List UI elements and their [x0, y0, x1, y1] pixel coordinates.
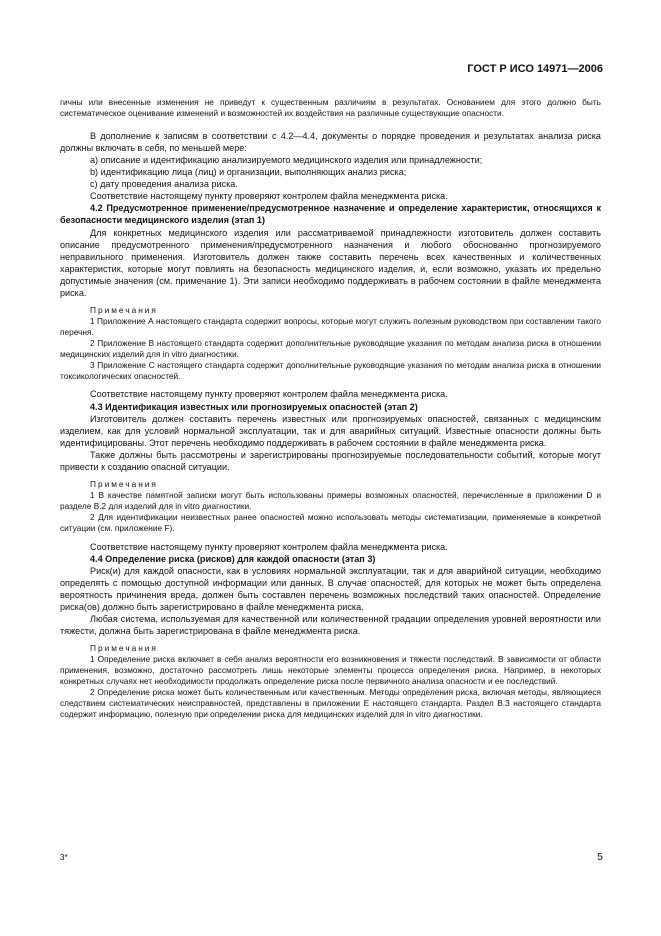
page-number: 5 — [597, 851, 603, 863]
sheet-mark: 3* — [60, 853, 68, 862]
note-item: 2 Приложение В настоящего стандарта содержит дополнительные руководящие указания по методам анализа риска в отношении медицинских изделий для in vitro диагностики. — [60, 337, 601, 359]
note-item: 3 Приложение С настоящего стандарта содержит дополнительные руководящие указания по методам анализа риска в отношении токсикологических опасностей. — [60, 359, 601, 381]
note-item: 2 Определение риска может быть количественным или качественным. Методы определения риска, включая методы, являющиеся следствием систематических неисправностей, представлены в приложении Е настоящего стандарта. Раздел В.3 настоящего стандарта содержит информацию, полезную при определении риска для медицинских изделий для in vitro диагностики. — [60, 687, 601, 719]
section-4-3-heading: 4.3 Идентификация известных или прогнозируемых опасностей (этап 2) — [90, 401, 418, 412]
note-item: 2 Для идентификации неизвестных ранее опасностей можно использовать методы систематизации, применяемые в конкретной ситуации (см. приложение F). — [60, 511, 601, 533]
note-item: 1 Определение риска включает в себя анализ вероятности его возникновения и тяжести последствий. В зависимости от области применения, возможно, достаточно рассмотреть лишь некоторые элементы процесса определения риска. Например, в некоторых конкретных случаях нет необходимости продолжать определение риска после первичного анализа опасности и ее последствий. — [60, 654, 601, 687]
compliance-statement: Соответствие настоящему пункту проверяют контролем файла менеджмента риска. — [90, 191, 448, 202]
note-item: 1 В качестве памятной записки могут быть использованы примеры возможных опасностей, перечисленные в приложении D и разделе В.2 для изделий для in vitro диагностики. — [60, 490, 601, 511]
section-4-3-body: Также должны быть рассмотрены и зарегистрированы прогнозируемые последовательности событий, которые могут привести к созданию опасной ситуации. — [60, 449, 601, 473]
section-4-2-body: Для конкретных медицинского изделия или рассматриваемой принадлежности изготовитель должен составить описание предусмотренного применения/предусмотренного назначения и любого обоснованно прогнозируемого неправильного применения. Изготовитель должен также составить перечень всех качественных и количественных характеристик, которые могут повлиять на безопасность медицинского изделия, и, если возможно, указать их предельно допустимые значения (см. примечание 1). Эти записи необходимо поддерживать в рабочем состоянии в файле менеджмента риска. — [60, 227, 601, 299]
list-item: с) дату проведения анализа риска. — [90, 179, 238, 190]
compliance-statement: Соответствие настоящему пункту проверяют контролем файла менеджмента риска. — [90, 541, 448, 552]
section-4-3-body: Изготовитель должен составить перечень известных или прогнозируемых опасностей, связанных с медицинским изделием, как для условий нормальной эксплуатации, так и для аварийных ситуаций. Известные опасности должны быть идентифицированы. Этот перечень необходимо поддерживать в рабочем состоянии в файле менеджмента риска. — [60, 413, 601, 448]
notes-title: Примечания — [90, 479, 158, 490]
notes-title: Примечания — [90, 643, 158, 654]
records-paragraph: В дополнение к записям в соответствии с 4.2—4.4, документы о порядке проведения и результатах анализа риска должны включать в себя, по меньшей мере: — [60, 130, 601, 153]
document-header: ГОСТ Р ИСО 14971—2006 — [467, 63, 603, 75]
intro-paragraph: гичны или внесенные изменения не приведут к существенным различиям в результатах. Основанием для этого должно быть систематическое оценивание изменений и возможностей их воздействия на различные существующие опасности. — [60, 97, 601, 118]
section-4-2-heading: 4.2 Предусмотренное применение/предусмотренное назначение и определение характеристик, относящихся к безопасности медицинского изделия (этап 1) — [60, 203, 601, 226]
list-item: b) идентификацию лица (лиц) и организации, выполняющих анализ риска; — [90, 167, 407, 178]
document-body — [60, 97, 601, 720]
section-4-4-heading: 4.4 Определение риска (рисков) для каждой опасности (этап 3) — [90, 553, 376, 564]
compliance-statement: Соответствие настоящему пункту проверяют контролем файла менеджмента риска. — [90, 389, 448, 400]
note-item: 1 Приложение А настоящего стандарта содержит вопросы, которые могут служить полезным руководством при составлении такого перечня. — [60, 316, 601, 337]
list-item: а) описание и идентификацию анализируемого медицинского изделия или принадлежности; — [90, 155, 483, 165]
notes-title: Примечания — [90, 305, 158, 316]
section-4-4-body: Любая система, используемая для качественной или количественной градации определения уровней вероятности или тяжести, должна быть зарегистрирована в файле менеджмента риска. — [60, 614, 601, 637]
section-4-4-body: Риск(и) для каждой опасности, как в условиях нормальной эксплуатации, так и для аварийной ситуации, необходимо определять с помощью доступной информации или данных. В случае опасностей, для которых не может быть определена вероятность причинения вреда, должен быть составлен перечень возможных последствий таких опасностей. Определение риска(ов) должно быть зарегистрировано в файле менеджмента риска. — [60, 565, 601, 613]
